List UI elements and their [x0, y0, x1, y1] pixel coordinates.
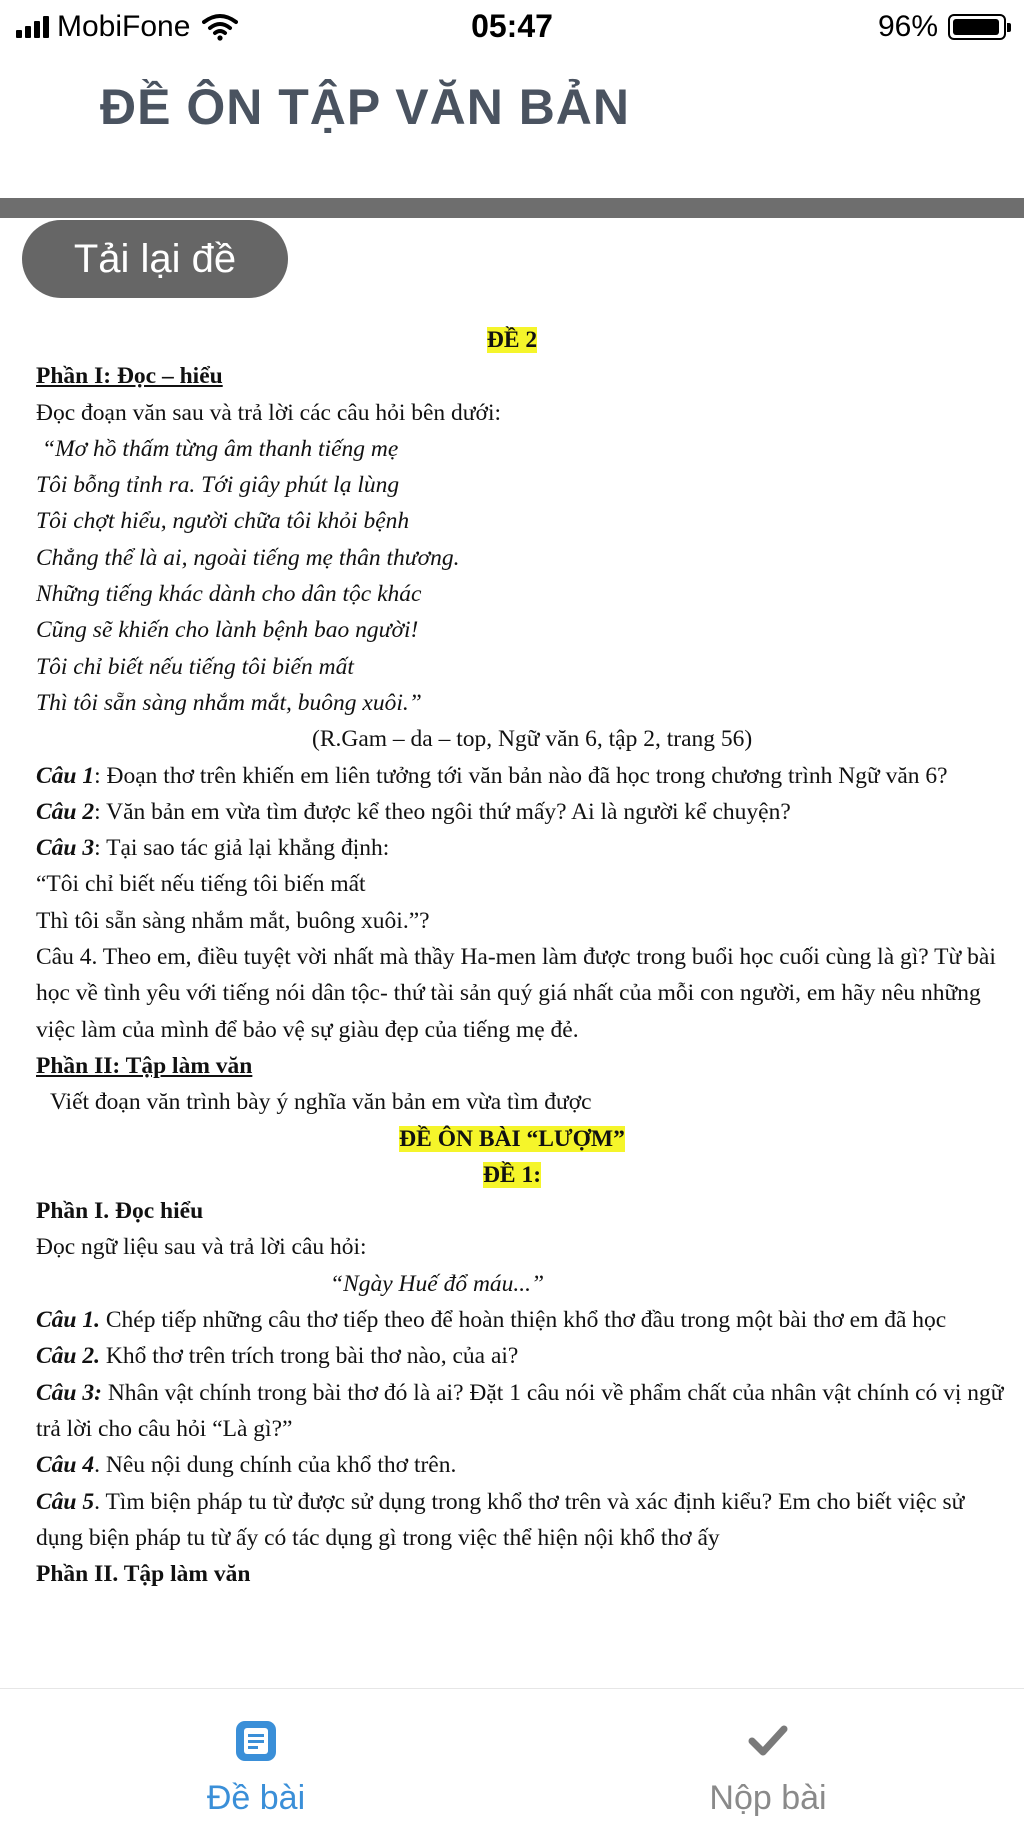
exam-heading: ĐỀ 1: — [482, 1161, 542, 1188]
question-4: Câu 4. Nêu nội dung chính của khổ thơ trên. — [36, 1452, 457, 1479]
checkmark-icon — [746, 1719, 790, 1763]
poem-line: Tôi chỉ biết nếu tiếng tôi biến mất — [36, 653, 354, 680]
question-3: Câu 3: Tại sao tác giả lại khẳng định: — [36, 835, 390, 862]
question-2: Câu 2: Văn bản em vừa tìm được kể theo ngôi thứ mấy? Ai là người kể chuyện? — [36, 798, 791, 825]
exam-heading: ĐỀ 2 — [486, 327, 538, 353]
exam-heading: ĐỀ ÔN BÀI “LƯỢM” — [399, 1125, 625, 1152]
status-bar — [0, 0, 1024, 58]
question-3: Câu 3: Nhân vật chính trong bài thơ đó là ai? Đặt 1 câu nói về phẩm chất của nhân vật chính có vị ngữ trả lời cho câu hỏi “Là gì?” — [36, 1379, 1004, 1442]
poem-line: Tôi chợt hiểu, người chữa tôi khỏi bệnh — [36, 508, 410, 535]
status-time: 05:47 — [471, 8, 553, 44]
question-3-quote: “Tôi chỉ biết nếu tiếng tôi biến mất — [36, 871, 366, 898]
reload-exam-button[interactable]: Tải lại đề — [22, 220, 288, 298]
poem-line: “Mơ hồ thấm từng âm thanh tiếng mẹ — [42, 435, 399, 462]
poem-line: Chẳng thể là ai, ngoài tiếng mẹ thân thương. — [36, 544, 460, 571]
poem-line: Tôi bỗng tỉnh ra. Tới giây phút lạ lùng — [36, 472, 400, 499]
poem-line: Thì tôi sẵn sàng nhắm mắt, buông xuôi.” — [36, 689, 422, 716]
quoted-line: “Ngày Huế đổ máu...” — [330, 1270, 545, 1297]
question-4: Câu 4. Theo em, điều tuyệt vời nhất mà thầy Ha-men làm được trong buổi học cuối cùng là gì? Từ bài học về tình yêu với tiếng nói dân tộc- thứ tài sản quý giá nhất của mỗi con người, em hãy nêu những việc làm của mình để bảo vệ sự giàu đẹp của tiếng mẹ đẻ. — [36, 944, 996, 1043]
question-2: Câu 2. Khổ thơ trên trích trong bài thơ nào, của ai? — [36, 1343, 519, 1370]
tab-de-bai[interactable] — [0, 1689, 512, 1821]
tab-label: Nộp bài — [709, 1779, 827, 1817]
instruction-text: Đọc ngữ liệu sau và trả lời câu hỏi: — [36, 1234, 367, 1261]
battery-icon — [948, 14, 1006, 40]
header-divider — [0, 198, 1024, 218]
status-right — [878, 10, 1006, 44]
instruction-text: Đọc đoạn văn sau và trả lời các câu hỏi bên dưới: — [36, 399, 501, 426]
page-title: ĐỀ ÔN TẬP VĂN BẢN — [100, 79, 631, 135]
tab-label: Đề bài — [206, 1779, 306, 1817]
section-heading: Phần I: Đọc – hiểu — [36, 363, 223, 390]
section-heading: Phần II. Tập làm văn — [36, 1561, 251, 1588]
tab-nop-bai[interactable] — [512, 1689, 1024, 1821]
bottom-tab-bar — [0, 1688, 1024, 1821]
document-icon — [234, 1719, 278, 1763]
question-5: Câu 5. Tìm biện pháp tu từ được sử dụng trong khổ thơ trên và xác định kiểu? Em cho biết việc sử dụng biện pháp tu từ ấy có tác dụng gì trong việc thể hiện nội khổ thơ ấy — [36, 1488, 965, 1551]
battery-percentage: 96% — [877, 10, 938, 43]
section-heading: Phần II: Tập làm văn — [36, 1052, 253, 1079]
section-heading: Phần I. Đọc hiểu — [36, 1198, 204, 1225]
question-1: Câu 1. Chép tiếp những câu thơ tiếp theo để hoàn thiện khổ thơ đầu trong một bài thơ em đã học — [36, 1307, 947, 1334]
poem-line: Những tiếng khác dành cho dân tộc khác — [36, 581, 422, 608]
question-1: Câu 1: Đoạn thơ trên khiến em liên tưởng tới văn bản nào đã học trong chương trình Ngữ văn 6? — [36, 762, 948, 789]
exam-document — [0, 322, 1024, 1677]
question-3-quote: Thì tôi sẵn sàng nhắm mắt, buông xuôi.”? — [36, 907, 430, 934]
poem-source: (R.Gam – da – top, Ngữ văn 6, tập 2, trang 56) — [312, 726, 753, 753]
carrier-name: MobiFone — [57, 10, 191, 43]
writing-task: Viết đoạn văn trình bày ý nghĩa văn bản em vừa tìm được — [50, 1089, 592, 1116]
poem-line: Cũng sẽ khiến cho lành bệnh bao người! — [36, 617, 419, 644]
